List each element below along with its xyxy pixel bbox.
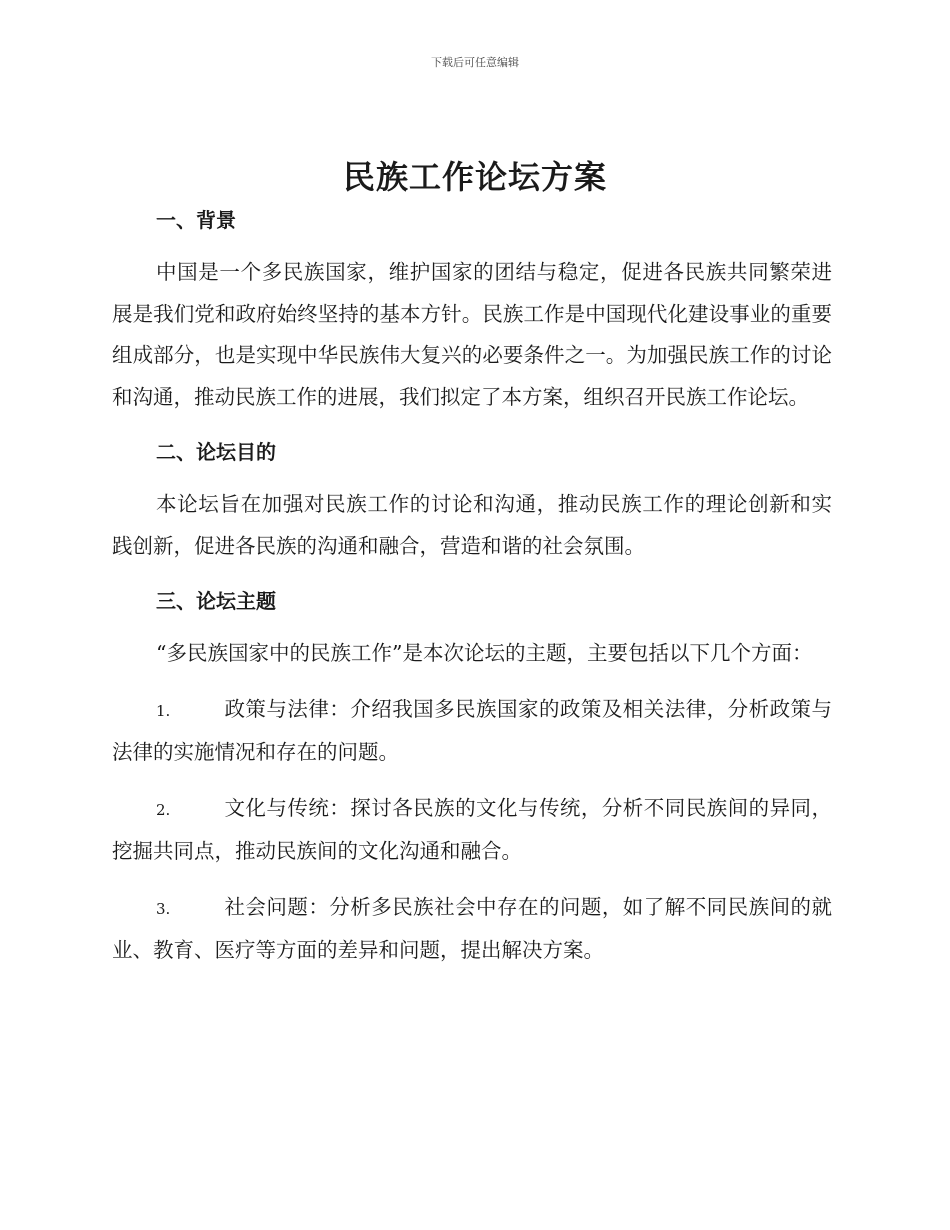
section-paragraph-purpose: 本论坛旨在加强对民族工作的讨论和沟通，推动民族工作的理论创新和实践创新，促进各民族的沟通和融合，营造和谐的社会氛围。: [112, 492, 832, 558]
list-number: 2.: [156, 800, 171, 819]
header-note: 下载后可任意编辑: [431, 56, 519, 69]
document-title: 民族工作论坛方案: [342, 158, 607, 196]
section-heading-purpose: 二、论坛目的: [156, 440, 276, 464]
list-text: 政策与法律：介绍我国多民族国家的政策及相关法律，分析政策与法律的实施情况和存在的问题。: [112, 696, 832, 764]
section-paragraph-background: 中国是一个多民族国家，维护国家的团结与稳定，促进各民族共同繁荣进展是我们党和政府始终坚持的基本方针。民族工作是中国现代化建设事业的重要组成部分，也是实现中华民族伟大复兴的必要条件之一。为加强民族工作的讨论和沟通，推动民族工作的进展，我们拟定了本方案，组织召开民族工作论坛。: [112, 260, 832, 409]
document-body: [112, 200, 832, 972]
list-number: 1.: [156, 701, 171, 720]
list-text: 文化与传统：探讨各民族的文化与传统，分析不同民族间的异同，挖掘共同点，推动民族间的文化沟通和融合。: [112, 795, 832, 863]
section-heading-background: 一、背景: [156, 208, 236, 232]
section-paragraph-theme: “多民族国家中的民族工作”是本次论坛的主题，主要包括以下几个方面：: [156, 641, 813, 665]
list-item: [112, 689, 832, 774]
list-item: [112, 887, 832, 972]
section-heading-theme: 三、论坛主题: [156, 589, 276, 613]
list-item: [112, 788, 832, 873]
list-number: 3.: [156, 899, 171, 918]
list-text: 社会问题：分析多民族社会中存在的问题，如了解不同民族间的就业、教育、医疗等方面的差异和问题，提出解决方案。: [112, 894, 832, 962]
